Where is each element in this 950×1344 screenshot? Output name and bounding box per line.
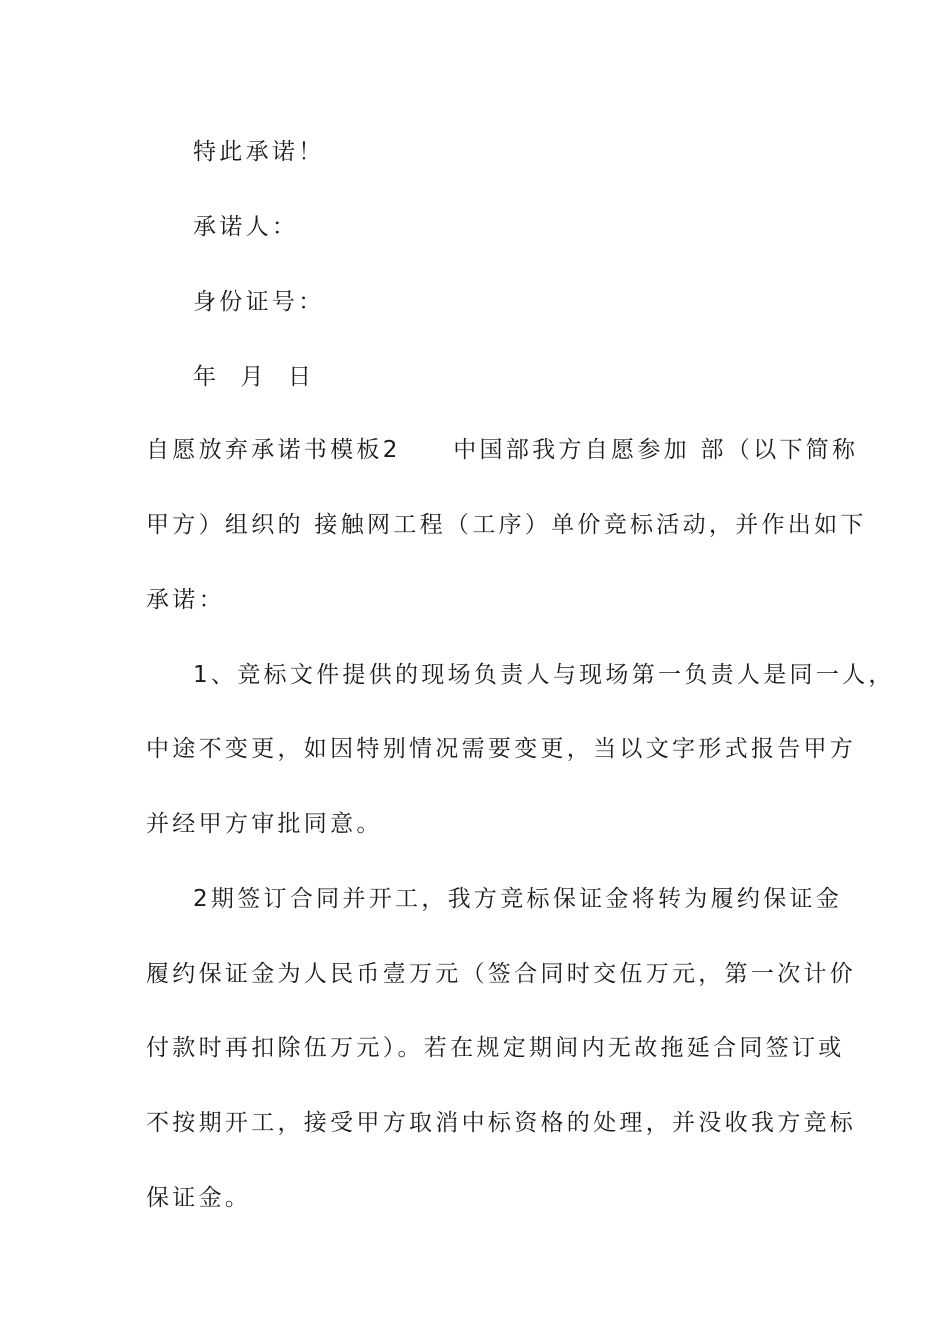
paragraph-line: 履约保证金为人民币壹万元（签合同时交伍万元，第一次计价: [146, 961, 857, 987]
paragraph-line: 中途不变更，如因特别情况需要变更，当以文字形式报告甲方: [146, 736, 857, 762]
paragraph-line: 承诺：: [146, 587, 225, 613]
id-number-label: 身份证号：: [193, 289, 325, 315]
paragraph-line: 不按期开工，接受甲方取消中标资格的处理，并没收我方竞标: [146, 1110, 857, 1136]
paragraph-line: 甲方）组织的 接触网工程（工序）单价竞标活动，并作出如下: [146, 512, 867, 538]
closing-text: 特此承诺！: [193, 139, 325, 165]
paragraph-line: 自愿放弃承诺书模板2 中国部我方自愿参加 部（以下简称: [146, 437, 859, 463]
signer-label: 承诺人：: [193, 214, 299, 240]
paragraph-line: 并经甲方审批同意。: [146, 811, 383, 837]
paragraph-line: 付款时再扣除伍万元）。若在规定期间内无故拖延合同签订或: [146, 1035, 845, 1061]
paragraph-line: 2期签订合同并开工，我方竞标保证金将转为履约保证金: [193, 886, 843, 912]
paragraph-line: 保证金。: [146, 1185, 252, 1211]
date-line: 年 月 日: [193, 364, 315, 390]
paragraph-line: 1、竞标文件提供的现场负责人与现场第一负责人是同一人，: [193, 662, 895, 688]
